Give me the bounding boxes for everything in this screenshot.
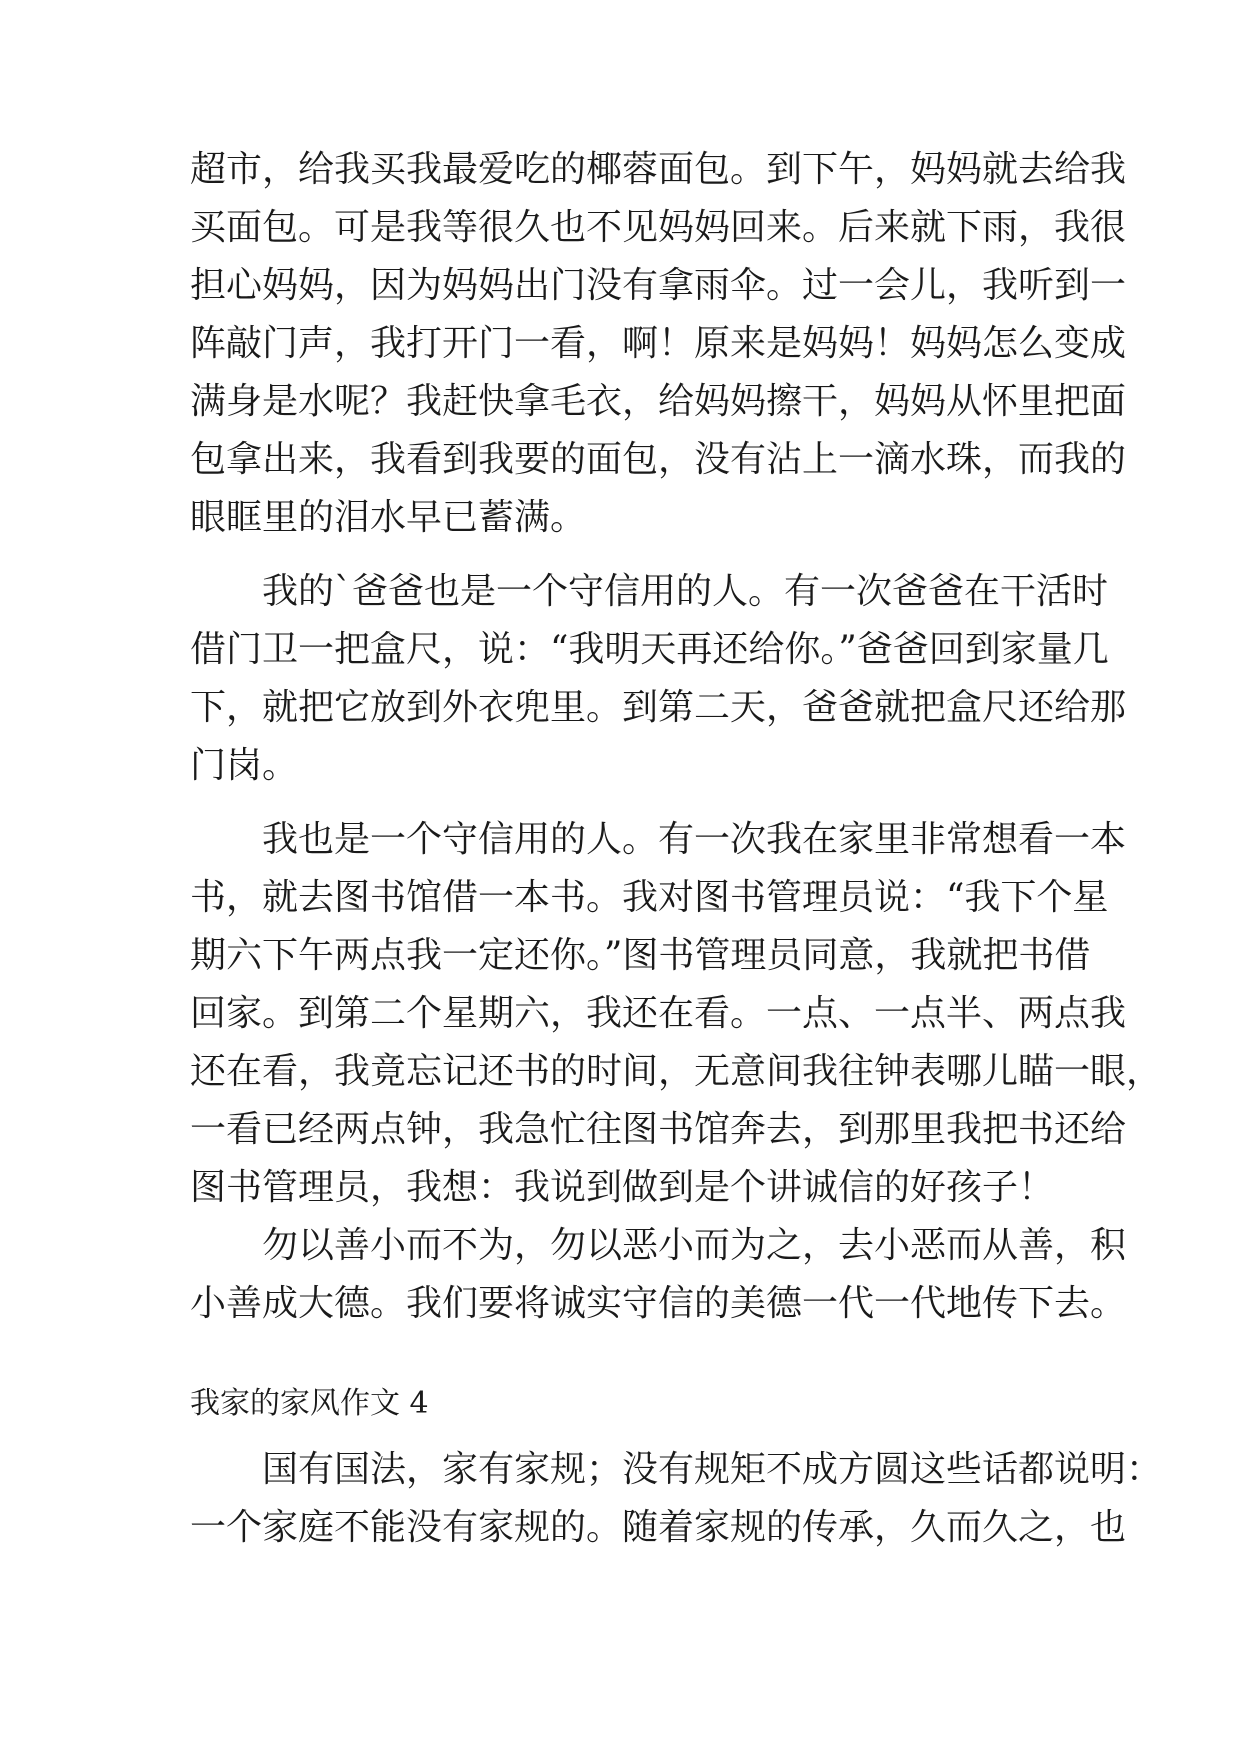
body-line: 阵敲门声，我打开门一看，啊！原来是妈妈！妈妈怎么变成 (190, 323, 1127, 364)
body-line: 下，就把它放到外衣兜里。到第二天，爸爸就把盒尺还给那 (190, 687, 1127, 728)
section-heading: 我家的家风作文 4 (190, 1386, 429, 1421)
body-line: 眼眶里的泪水早已蓄满。 (190, 497, 587, 538)
paragraph-first-line: 勿以善小而不为，勿以恶小而为之，去小恶而从善，积 (262, 1225, 1127, 1266)
body-line: 包拿出来，我看到我要的面包，没有沾上一滴水珠，而我的 (190, 439, 1127, 480)
body-line: 书，就去图书馆借一本书。我对图书管理员说：“我下个星 (190, 877, 1109, 918)
paragraph-first-line: 国有国法，家有家规；没有规矩不成方圆这些话都说明： (262, 1449, 1163, 1490)
body-line: 满身是水呢？我赶快拿毛衣，给妈妈擦干，妈妈从怀里把面 (190, 381, 1127, 422)
paragraph-first-line: 我也是一个守信用的人。有一次我在家里非常想看一本 (262, 819, 1127, 860)
body-line: 小善成大德。我们要将诚实守信的美德一代一代地传下去。 (190, 1283, 1127, 1324)
body-line: 一看已经两点钟，我急忙往图书馆奔去，到那里我把书还给 (190, 1109, 1127, 1150)
body-line: 图书管理员，我想：我说到做到是个讲诚信的好孩子！ (190, 1167, 1055, 1208)
paragraph-first-line: 我的`爸爸也是一个守信用的人。有一次爸爸在干活时 (262, 571, 1109, 612)
body-line: 借门卫一把盒尺，说：“我明天再还给你。”爸爸回到家量几 (190, 629, 1109, 670)
body-line: 超市，给我买我最爱吃的椰蓉面包。到下午，妈妈就去给我 (190, 149, 1127, 190)
body-line: 还在看，我竟忘记还书的时间，无意间我往钟表哪儿瞄一眼， (190, 1051, 1163, 1092)
body-line: 一个家庭不能没有家规的。随着家规的传承，久而久之，也 (190, 1507, 1127, 1548)
body-line: 买面包。可是我等很久也不见妈妈回来。后来就下雨，我很 (190, 207, 1127, 248)
body-line: 回家。到第二个星期六，我还在看。一点、一点半、两点我 (190, 993, 1127, 1034)
body-line: 门岗。 (190, 745, 299, 786)
body-line: 担心妈妈，因为妈妈出门没有拿雨伞。过一会儿，我听到一 (190, 265, 1127, 306)
body-line: 期六下午两点我一定还你。”图书管理员同意，我就把书借 (190, 935, 1091, 976)
